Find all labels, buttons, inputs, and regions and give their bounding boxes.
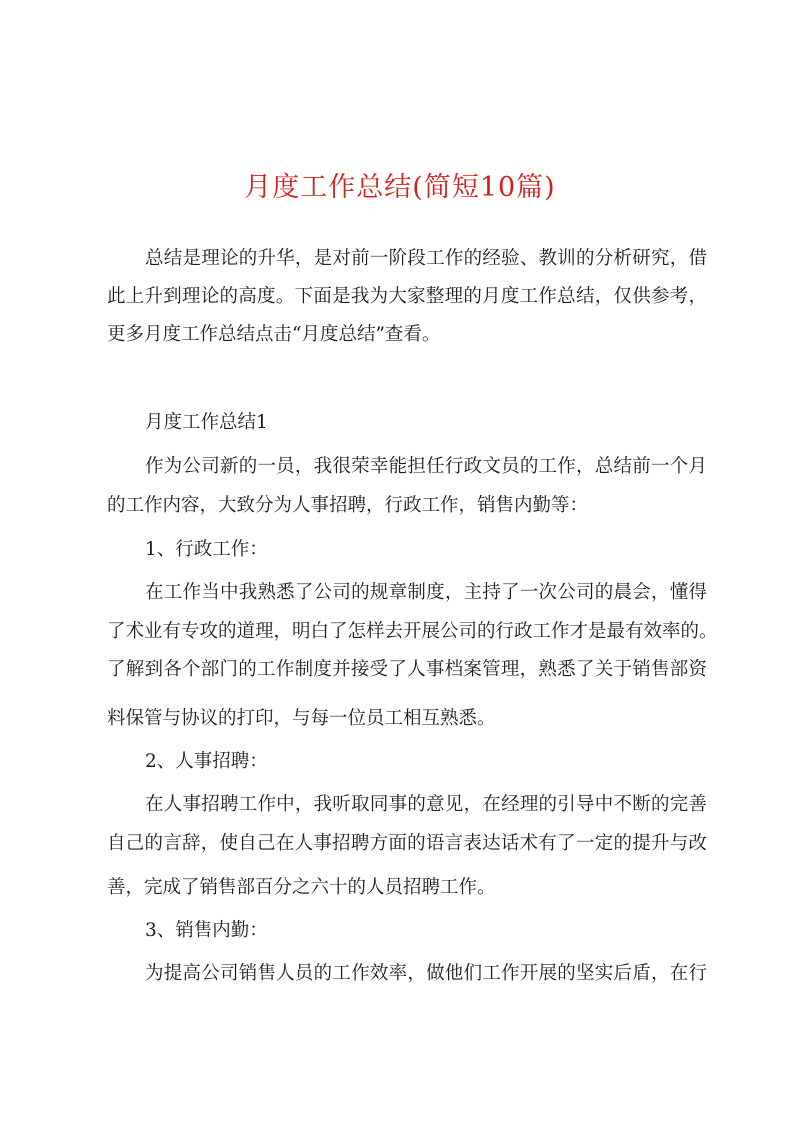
body-line-9: 在人事招聘工作中，我听取同事的意见，在经理的引导中不断的完善: [145, 794, 707, 815]
section-heading: 月度工作总结1: [145, 412, 268, 433]
body-line-10: 自己的言辞，使自己在人事招聘方面的语言表达话术有了一定的提升与改: [107, 833, 707, 854]
subheading-recruit: 2、人事招聘：: [145, 751, 268, 772]
body-line-11: 善，完成了销售部百分之六十的人员招聘工作。: [107, 877, 496, 898]
body-line-4: 在工作当中我熟悉了公司的规章制度，主持了一次公司的晨会，懂得: [145, 582, 707, 603]
body-line-2: 的工作内容，大致分为人事招聘，行政工作，销售内勤等：: [107, 495, 589, 516]
intro-line-3: 更多月度工作总结点击“月度总结”查看。: [107, 324, 441, 345]
intro-line-1: 总结是理论的升华，是对前一阶段工作的经验、教训的分析研究，借: [145, 248, 707, 269]
body-line-5: 了术业有专攻的道理，明白了怎样去开展公司的行政工作才是最有效率的。: [107, 621, 718, 642]
body-line-6: 了解到各个部门的工作制度并接受了人事档案管理，熟悉了关于销售部资: [107, 659, 707, 680]
document-title: 月度工作总结(简短10篇): [244, 172, 556, 203]
body-line-7: 料保管与协议的打印，与每一位员工相互熟悉。: [107, 708, 496, 729]
subheading-admin: 1、行政工作：: [145, 539, 268, 560]
subheading-sales: 3、销售内勤：: [145, 920, 268, 941]
body-line-1: 作为公司新的一员，我很荣幸能担任行政文员的工作，总结前一个月: [145, 456, 707, 477]
intro-line-2: 此上升到理论的高度。下面是我为大家整理的月度工作总结，仅供参考，: [107, 286, 707, 307]
body-line-13: 为提高公司销售人员的工作效率，做他们工作开展的坚实后盾，在行: [145, 963, 707, 984]
